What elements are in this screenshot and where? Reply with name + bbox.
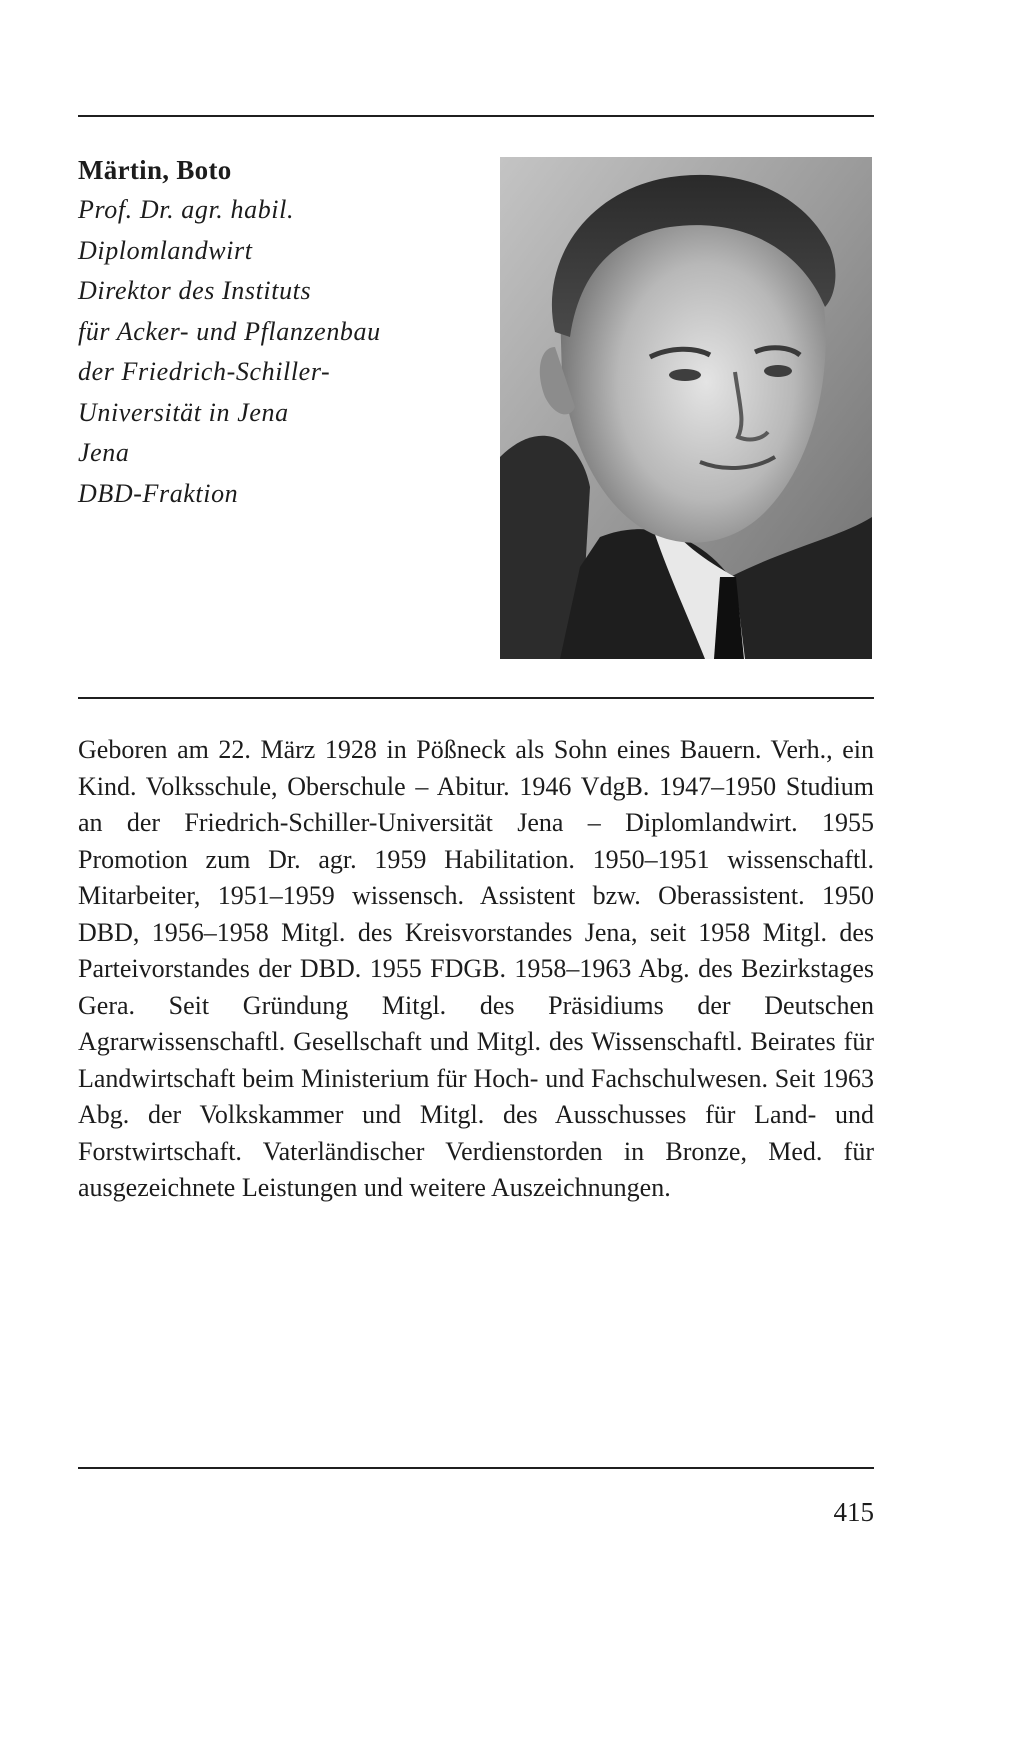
- portrait-photo: [500, 157, 872, 659]
- title-line: für Acker- und Pflanzenbau: [78, 316, 381, 346]
- title-line: Prof. Dr. agr. habil.: [78, 195, 295, 224]
- title-lines: [78, 190, 478, 514]
- title-line: der Friedrich-Schiller-: [78, 357, 331, 386]
- portrait-image: [500, 157, 872, 659]
- title-line: Jena: [78, 438, 130, 467]
- top-divider: [78, 115, 874, 117]
- title-line: Universität in Jena: [78, 397, 289, 427]
- title-line: Diplomlandwirt: [78, 235, 253, 265]
- entry-header: [78, 150, 478, 514]
- bottom-divider: [78, 1467, 874, 1469]
- title-line: Direktor des Instituts: [78, 276, 312, 305]
- middle-divider: [78, 697, 874, 699]
- page-number: 415: [833, 1497, 874, 1527]
- biography-text: Geboren am 22. März 1928 in Pößneck als Sohn eines Bauern. Verh., ein Kind. Volksschule, Oberschule – Abitur. 1946 VdgB. 1947–1950 Studium an der Friedrich-Schiller-Universität Jena – Diplomlandwirt. 1955 Promotion zum Dr. agr. 1959 Habilitation. 1950–1951 wissenschaftl. Mitarbeiter, 1951–1959 wissensch. Assistent bzw. Oberassistent. 1950 DBD, 1956–1958 Mitgl. des Kreisvorstandes Jena, seit 1958 Mitgl. des Parteivorstandes der DBD. 1955 FDGB. 1958–1963 Abg. des Bezirkstages Gera. Seit Gründung Mitgl. des Präsidiums der Deutschen Agrarwissenschaftl. Gesellschaft und Mitgl. des Wissenschaftl. Beirates für Landwirtschaft beim Ministerium für Hoch- und Fachschulwesen. Seit 1963 Abg. der Volkskammer und Mitgl. des Ausschusses für Land- und Forstwirtschaft. Vaterländischer Verdienstorden in Bronze, Med. für ausgezeichnete Leistungen und weitere Auszeichnungen.: [78, 735, 874, 1202]
- title-line: DBD-Fraktion: [78, 478, 239, 508]
- person-name: Märtin, Boto: [78, 155, 232, 185]
